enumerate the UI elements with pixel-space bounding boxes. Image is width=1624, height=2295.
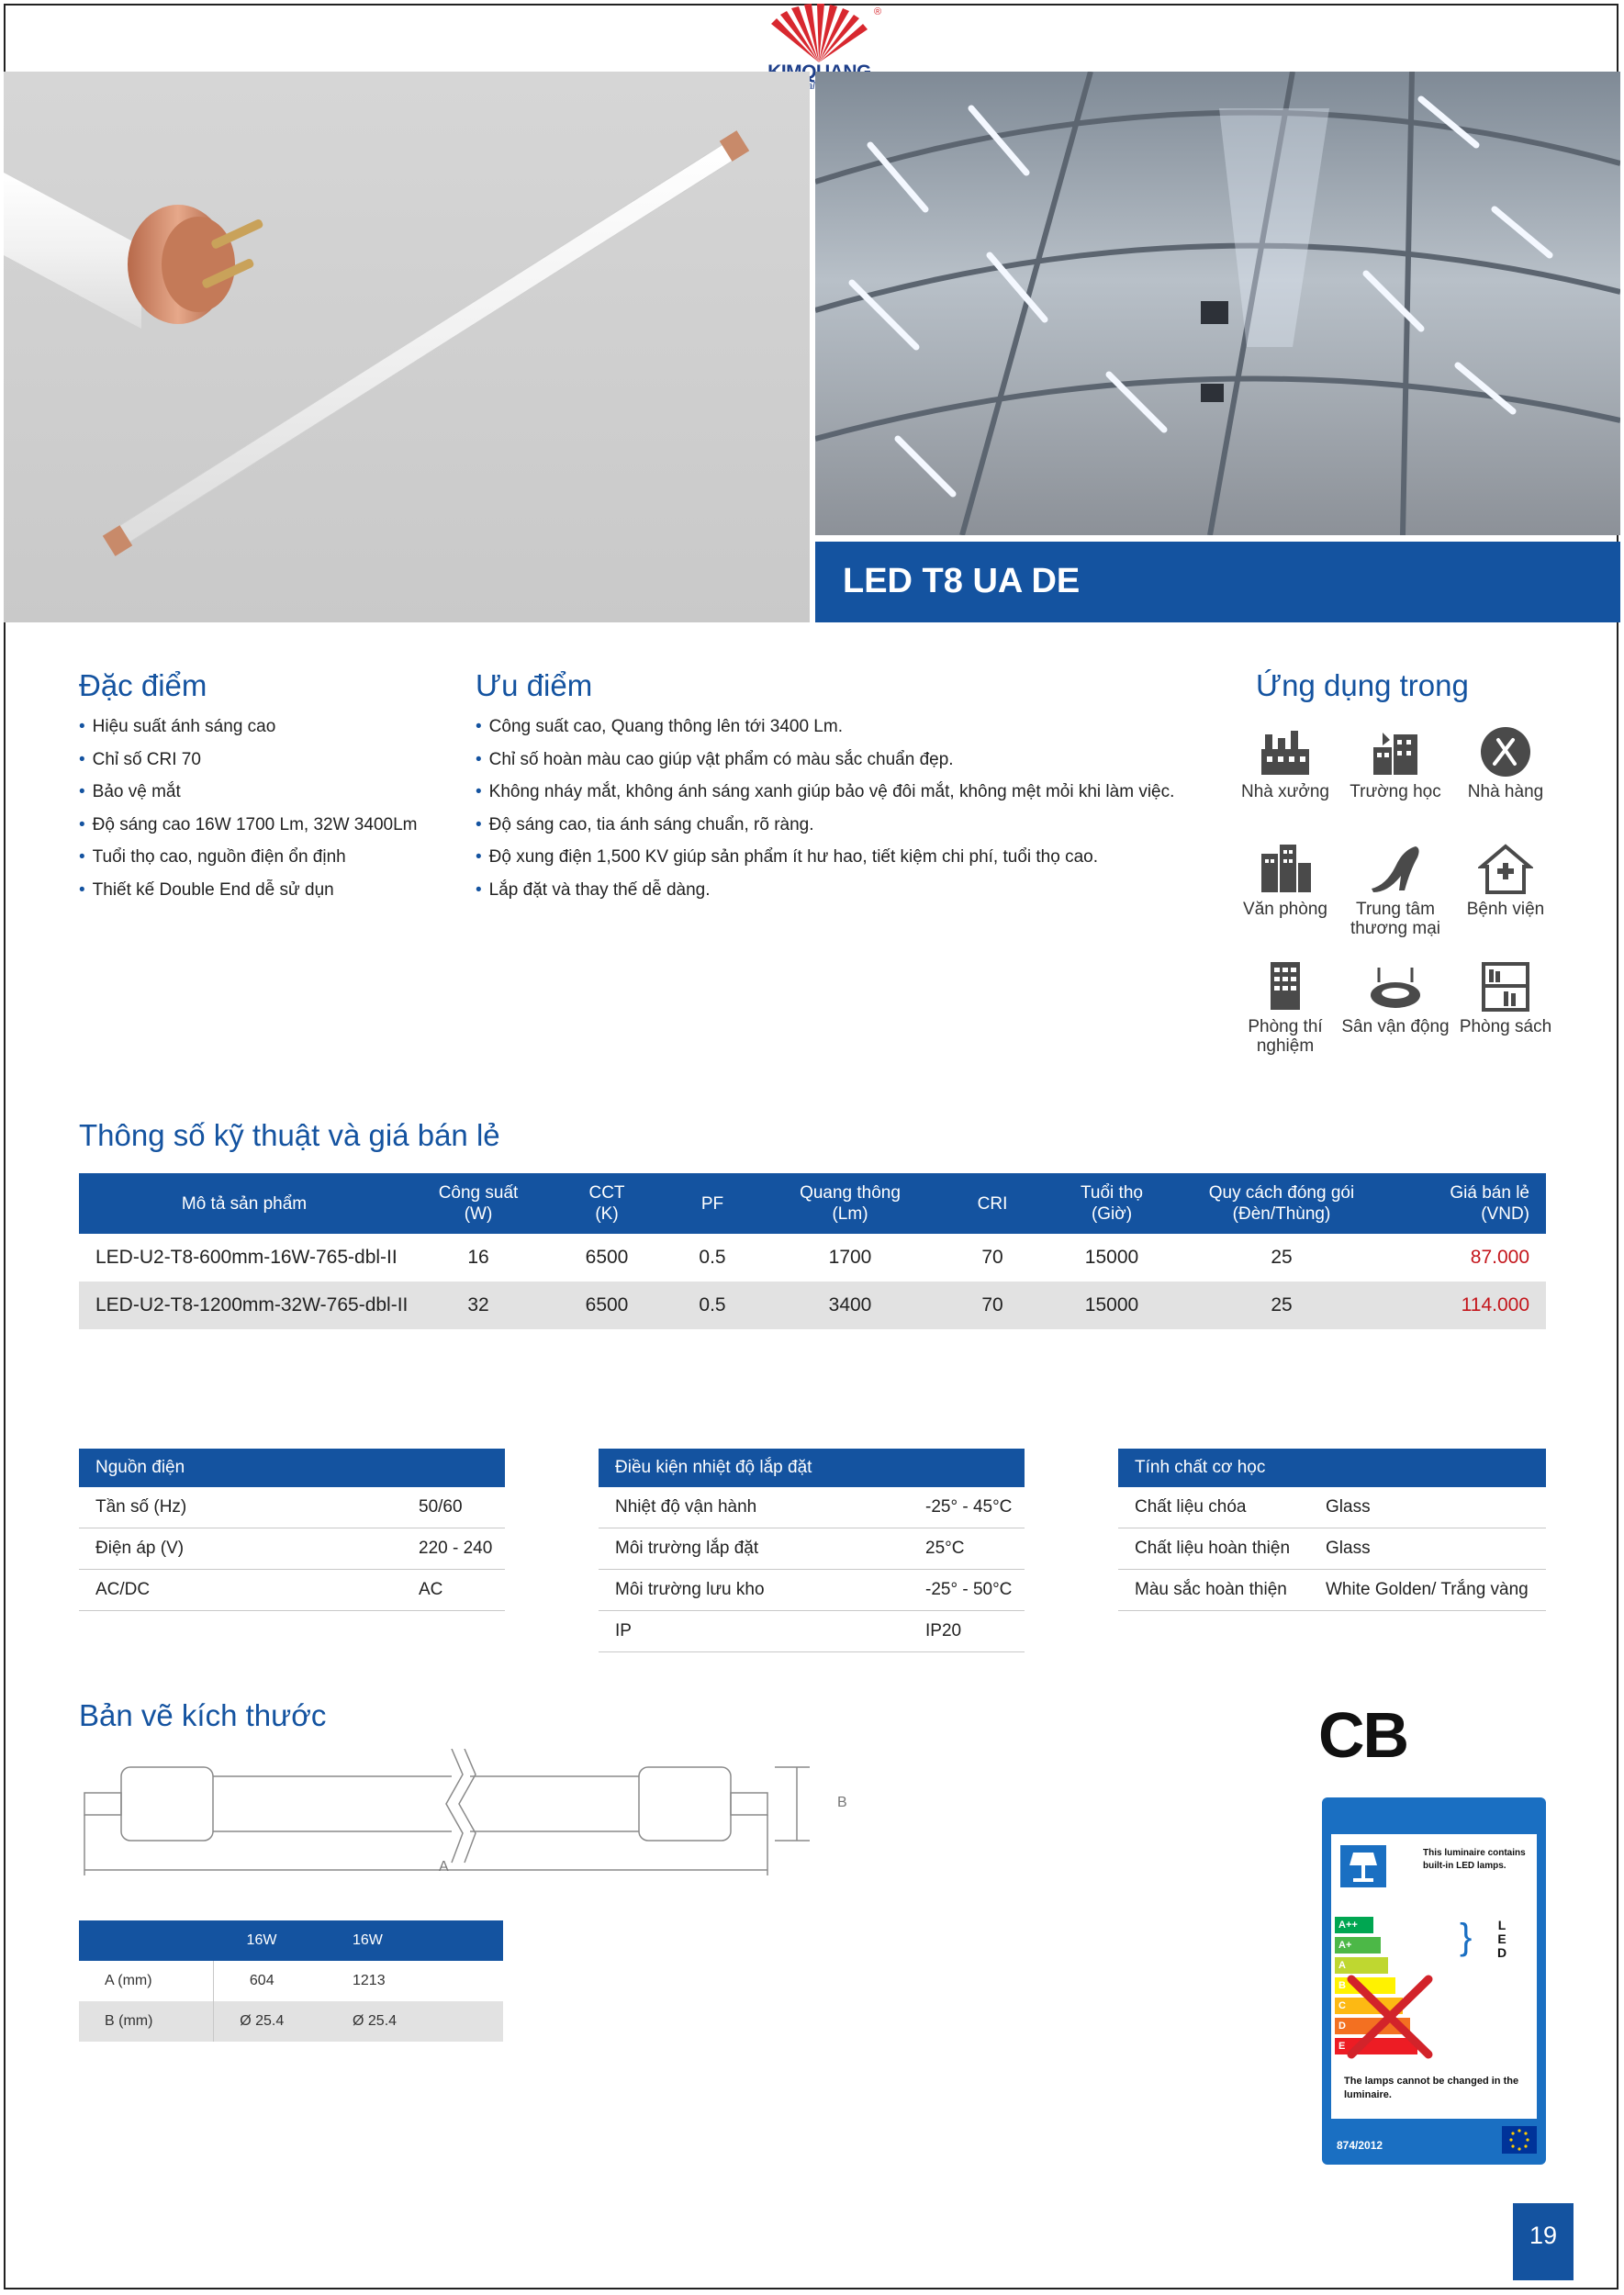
table-row	[599, 1528, 1025, 1570]
lumen-value: 1700	[828, 1247, 872, 1268]
power-value: 32	[409, 1282, 547, 1329]
table-row	[79, 1487, 505, 1528]
brace-icon: }	[1460, 1917, 1473, 1957]
app-label: Sân vận động	[1341, 1017, 1450, 1036]
spec-heading: Thông số kỹ thuật và giá bán lẻ	[79, 1118, 500, 1152]
cri-value: 70	[981, 1247, 1003, 1268]
energy-regulation: 874/2012	[1337, 2139, 1383, 2152]
advantages-heading: Ưu điểm	[476, 668, 593, 702]
app-school	[1340, 725, 1450, 801]
energy-bottom-text: The lamps cannot be changed in the luminaire.	[1344, 2076, 1519, 2100]
product-title-bar	[815, 542, 1620, 622]
app-label: Nhà xưởng	[1241, 782, 1329, 801]
registered-mark: ®	[874, 6, 882, 17]
cross-mark-icon	[1344, 1972, 1436, 2062]
row-label: Nhiệt độ vận hành	[599, 1487, 909, 1528]
list-item: • Công suất cao, Quang thông lên tới 3400 Lm.	[476, 711, 1210, 744]
app-library	[1450, 960, 1561, 1036]
row-label: Chất liệu chóa	[1118, 1487, 1309, 1528]
dim-value: 1213	[353, 1973, 386, 1988]
app-office	[1230, 843, 1340, 919]
dim-col-header	[79, 1920, 213, 1961]
dim-value: 604	[249, 1973, 274, 1988]
table-row	[599, 1570, 1025, 1611]
energy-class-bar: A+	[1335, 1937, 1381, 1954]
bookshelf-icon	[1478, 960, 1533, 1013]
col-label: Công suất	[438, 1183, 519, 1203]
table-row	[79, 1570, 505, 1611]
spec-col-header	[666, 1173, 758, 1234]
col-unit: (Đèn/Thùng)	[1232, 1204, 1331, 1224]
eu-flag-icon	[1502, 2126, 1537, 2154]
spec-col-header	[409, 1173, 547, 1234]
spec-col-header	[758, 1173, 942, 1234]
table-row	[79, 1282, 1546, 1329]
dim-row-label: A (mm)	[79, 1961, 213, 2001]
app-label: Bệnh viện	[1466, 900, 1545, 919]
spec-header-row	[79, 1173, 1546, 1234]
dimension-drawing	[75, 1749, 883, 1896]
applications-section	[1256, 668, 1586, 703]
dimensions-table	[79, 1920, 504, 2042]
restaurant-icon	[1478, 725, 1533, 778]
app-laboratory	[1230, 960, 1340, 1056]
mechanical-heading: Tính chất cơ học	[1118, 1449, 1546, 1487]
list-item: • Thiết kế Double End dễ sử dụn	[79, 874, 465, 907]
dimension-label-a: A	[439, 1859, 449, 1875]
cb-certification-mark: CB	[1318, 1699, 1408, 1771]
list-item: • Hiệu suất ánh sáng cao	[79, 711, 465, 744]
col-label: Quy cách đóng gói	[1208, 1183, 1355, 1203]
table-row	[79, 1234, 1546, 1282]
energy-class-bar: A	[1335, 1957, 1388, 1974]
row-value: AC	[402, 1570, 505, 1611]
table-row	[79, 1528, 505, 1570]
col-label: CCT	[588, 1183, 625, 1203]
energy-class-bar: B	[1335, 1977, 1395, 1994]
col-unit: (Lm)	[832, 1204, 868, 1224]
energy-class-bar: E	[1335, 2038, 1417, 2054]
product-code: LED-U2-T8-600mm-16W-765-dbl-II	[95, 1247, 398, 1268]
led-tube-illustration	[4, 72, 810, 622]
features-heading: Đặc điểm	[79, 668, 207, 702]
ceiling-lights-illustration	[815, 72, 1620, 535]
col-label: Giá bán lẻ	[1450, 1183, 1529, 1203]
dim-row-label: B (mm)	[79, 2001, 213, 2042]
row-value: 220 - 240	[402, 1528, 505, 1570]
power-value: 16	[467, 1247, 489, 1268]
col-label: Mô tả sản phẩm	[181, 1193, 308, 1214]
sunburst-logo-icon	[753, 4, 886, 64]
temperature-heading: Điều kiện nhiệt độ lắp đặt	[599, 1449, 1025, 1487]
pf-value: 0.5	[666, 1282, 758, 1329]
led-letter: D	[1496, 1945, 1507, 1960]
spec-col-header	[79, 1173, 409, 1234]
spec-col-header	[547, 1173, 666, 1234]
dimensions-header-row	[79, 1920, 503, 1961]
applications-grid	[1230, 725, 1597, 1083]
energy-class-bars	[1335, 1917, 1445, 2062]
col-unit: (K)	[595, 1204, 619, 1224]
app-restaurant	[1450, 725, 1561, 801]
app-label: Trường học	[1350, 782, 1441, 801]
energy-class-bar: D	[1335, 2018, 1410, 2034]
high-heel-icon	[1368, 843, 1423, 896]
page-number: 19	[1513, 2203, 1574, 2280]
tube-dimension-diagram	[75, 1749, 883, 1896]
col-unit: (Giờ)	[1091, 1204, 1133, 1224]
energy-label	[1322, 1797, 1546, 2165]
col-unit: (VND)	[1481, 1204, 1529, 1224]
app-stadium	[1340, 960, 1450, 1036]
advantages-list	[476, 711, 1210, 906]
dimension-label-b: B	[837, 1795, 847, 1810]
col-label: CRI	[977, 1193, 1008, 1214]
list-item: • Bảo vệ mắt	[79, 776, 465, 809]
price-value: 114.000	[1383, 1282, 1546, 1329]
row-value: -25° - 50°C	[909, 1570, 1025, 1611]
packing-value: 25	[1271, 1247, 1293, 1268]
lamp-icon	[1340, 1845, 1386, 1887]
lab-building-icon	[1258, 960, 1313, 1013]
row-value: 25°C	[909, 1528, 1025, 1570]
dim-value: Ø 25.4	[310, 2001, 503, 2042]
row-label: Tần số (Hz)	[79, 1487, 402, 1528]
list-item: • Lắp đặt và thay thế dễ dàng.	[476, 874, 1210, 907]
spec-section	[79, 1118, 500, 1153]
list-item: • Chỉ số CRI 70	[79, 744, 465, 777]
energy-class-bar: A++	[1335, 1917, 1373, 1933]
row-value: White Golden/ Trắng vàng	[1309, 1570, 1546, 1611]
table-row	[1118, 1570, 1546, 1611]
led-letter: E	[1497, 1931, 1506, 1946]
row-label: IP	[599, 1611, 909, 1652]
list-item: • Độ sáng cao 16W 1700 Lm, 32W 3400Lm	[79, 809, 465, 842]
list-item: • Độ xung điện 1,500 KV giúp sản phẩm ít hư hao, tiết kiệm chi phí, tuổi thọ cao.	[476, 841, 1210, 874]
school-icon	[1368, 725, 1423, 778]
applications-heading: Ứng dụng trong	[1256, 668, 1469, 702]
app-label: Văn phòng	[1243, 900, 1327, 919]
col-label: Tuổi thọ	[1081, 1183, 1143, 1203]
energy-class-bar: C	[1335, 1998, 1403, 2014]
app-hospital	[1450, 843, 1561, 919]
app-label: Phòng sách	[1459, 1017, 1552, 1036]
spec-col-header	[942, 1173, 1043, 1234]
lifetime-value: 15000	[1084, 1247, 1139, 1268]
drawing-section	[79, 1698, 326, 1733]
product-code: LED-U2-T8-1200mm-32W-765-dbl-II	[79, 1282, 409, 1329]
row-value: IP20	[909, 1611, 1025, 1652]
temperature-table	[599, 1449, 1025, 1652]
warehouse-ceiling-photo	[815, 72, 1620, 535]
row-label: Điện áp (V)	[79, 1528, 402, 1570]
price-value: 87.000	[1470, 1247, 1529, 1268]
row-label: Môi trường lưu kho	[599, 1570, 909, 1611]
list-item: • Độ sáng cao, tia ánh sáng chuẩn, rõ ràng.	[476, 809, 1210, 842]
led-vertical-text	[1493, 1919, 1511, 1960]
power-heading: Nguồn điện	[79, 1449, 505, 1487]
energy-top-text: This luminaire contains built-in LED lamps.	[1423, 1848, 1526, 1871]
power-table	[79, 1449, 505, 1611]
app-mall	[1340, 843, 1450, 938]
row-label: AC/DC	[79, 1570, 402, 1611]
packing-value: 25	[1181, 1282, 1383, 1329]
product-photo	[4, 72, 810, 622]
table-row	[1118, 1528, 1546, 1570]
col-label: Quang thông	[800, 1183, 901, 1203]
col-unit: (W)	[464, 1204, 493, 1224]
col-label: PF	[700, 1193, 724, 1214]
dim-col-header: 16W	[310, 1920, 503, 1961]
table-row	[599, 1487, 1025, 1528]
office-icon	[1258, 843, 1313, 896]
dim-value: Ø 25.4	[213, 2001, 310, 2042]
table-row	[1118, 1487, 1546, 1528]
hospital-icon	[1478, 843, 1533, 896]
row-label: Màu sắc hoàn thiện	[1118, 1570, 1309, 1611]
list-item: • Chỉ số hoàn màu cao giúp vật phẩm có màu sắc chuẩn đẹp.	[476, 744, 1210, 777]
list-item: • Không nháy mắt, không ánh sáng xanh giúp bảo vệ đôi mắt, không mệt mỏi khi làm việc.	[476, 776, 1210, 809]
spec-col-header	[1043, 1173, 1181, 1234]
factory-icon	[1258, 725, 1313, 778]
spec-col-header	[1383, 1173, 1546, 1234]
row-value: 50/60	[402, 1487, 505, 1528]
pf-value: 0.5	[699, 1247, 726, 1268]
spec-col-header	[1181, 1173, 1383, 1234]
table-row	[79, 1961, 503, 2001]
product-title: LED T8 UA DE	[843, 562, 1081, 600]
row-label: Môi trường lắp đặt	[599, 1528, 909, 1570]
app-label: Nhà hàng	[1467, 782, 1544, 801]
advantages-section	[476, 668, 1210, 906]
features-list	[79, 711, 465, 906]
app-factory	[1230, 725, 1340, 801]
lumen-value: 3400	[758, 1282, 942, 1329]
stadium-icon	[1368, 960, 1423, 1013]
dim-col-header: 16W	[213, 1920, 310, 1961]
lifetime-value: 15000	[1043, 1282, 1181, 1329]
table-row	[79, 2001, 503, 2042]
cct-value: 6500	[547, 1282, 666, 1329]
row-value: -25° - 45°C	[909, 1487, 1025, 1528]
led-letter: L	[1497, 1918, 1506, 1932]
spec-table	[79, 1173, 1546, 1329]
row-value: Glass	[1309, 1528, 1546, 1570]
energy-label-body	[1331, 1834, 1537, 2119]
row-label: Chất liệu hoàn thiện	[1118, 1528, 1309, 1570]
list-item: • Tuổi thọ cao, nguồn điện ổn định	[79, 841, 465, 874]
features-section	[79, 668, 465, 906]
mechanical-table	[1118, 1449, 1546, 1611]
app-label: Trung tâm thương mại	[1350, 900, 1441, 938]
drawing-heading: Bản vẽ kích thước	[79, 1698, 327, 1732]
cct-value: 6500	[585, 1247, 629, 1268]
row-value: Glass	[1309, 1487, 1546, 1528]
cri-value: 70	[942, 1282, 1043, 1329]
table-row	[599, 1611, 1025, 1652]
app-label: Phòng thí nghiệm	[1248, 1017, 1323, 1056]
